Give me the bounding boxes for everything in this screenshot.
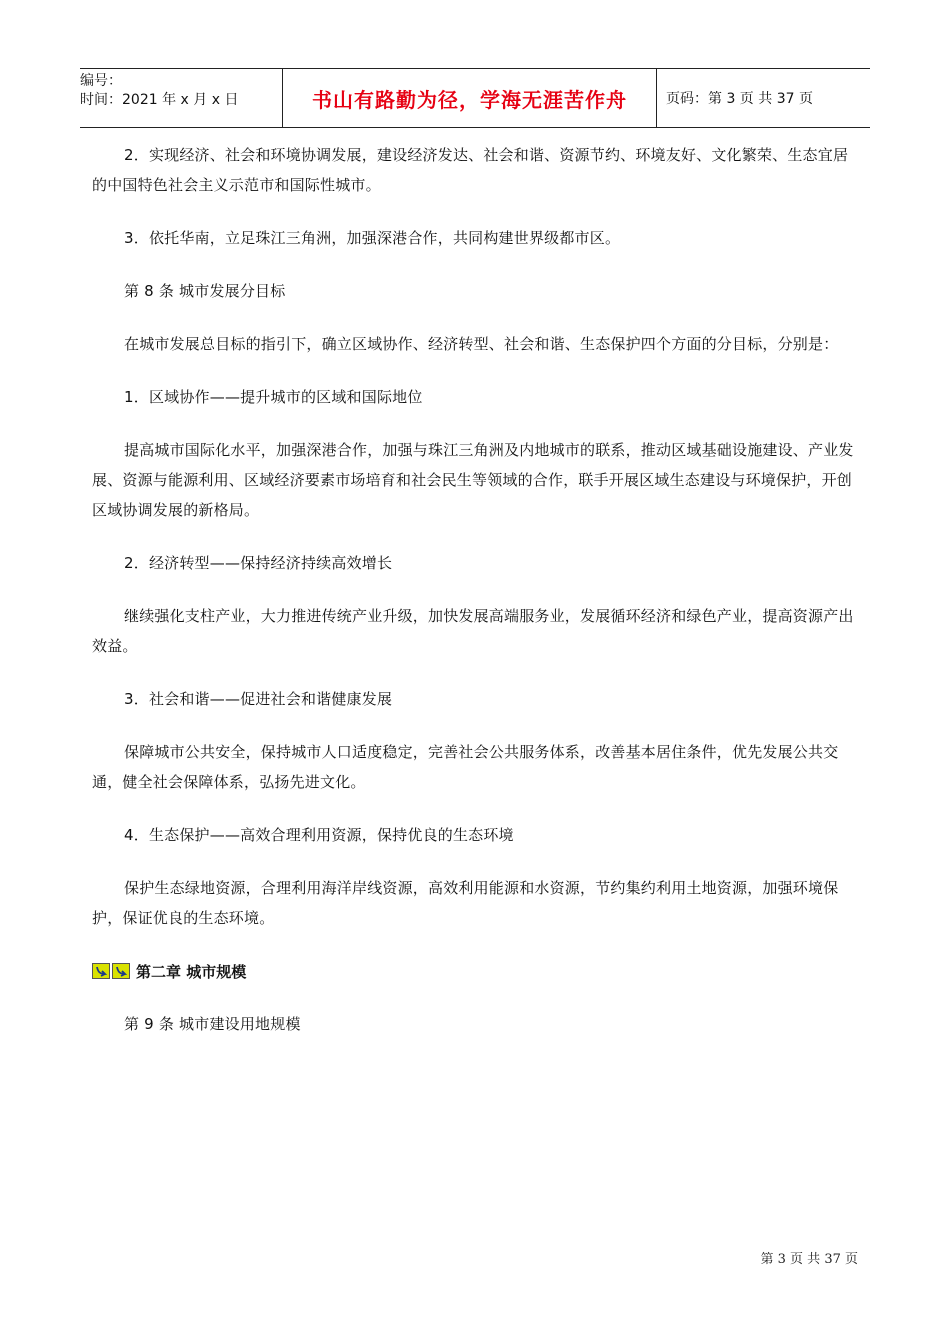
paragraph: 提高城市国际化水平，加强深港合作，加强与珠江三角洲及内地城市的联系，推动区域基础设施建设、产业发展、资源与能源利用、区域经济要素市场培育和社会民生等领域的合作，联手开展区域生态建设与环境保护，开创区域协调发展的新格局。 — [92, 441, 854, 519]
header-meta — [80, 69, 282, 127]
paragraph: 保障城市公共安全，保持城市人口适度稳定，完善社会公共服务体系，改善基本居住条件，优先发展公共交通，健全社会保障体系，弘扬先进文化。 — [92, 743, 839, 791]
article-heading: 第 8 条 城市发展分目标 — [124, 282, 286, 300]
arrow-icon — [92, 963, 110, 979]
paragraph: 2．实现经济、社会和环境协调发展，建设经济发达、社会和谐、资源节约、环境友好、文化繁荣、生态宜居的中国特色社会主义示范市和国际性城市。 — [92, 146, 849, 194]
chapter-title: 第二章 城市规模 — [136, 962, 247, 981]
header-motto: 书山有路勤为径，学海无涯苦作舟 — [282, 69, 657, 127]
subgoal-heading: 2．经济转型——保持经济持续高效增长 — [124, 554, 393, 572]
subgoal-heading: 1．区域协作——提升城市的区域和国际地位 — [124, 388, 423, 406]
page-header — [80, 68, 870, 128]
article-heading: 第 9 条 城市建设用地规模 — [124, 1015, 301, 1033]
chapter-heading — [92, 956, 862, 986]
paragraph: 保护生态绿地资源，合理利用海洋岸线资源，高效利用能源和水资源，节约集约利用土地资源，加强环境保护，保证优良的生态环境。 — [92, 879, 839, 927]
time-label: 时间：2021 年 x 月 x 日 — [80, 92, 239, 108]
number-label: 编号： — [80, 73, 122, 89]
paragraph: 3．依托华南，立足珠江三角洲，加强深港合作，共同构建世界级都市区。 — [124, 229, 621, 247]
arrow-icon — [112, 963, 130, 979]
paragraph: 继续强化支柱产业，大力推进传统产业升级，加快发展高端服务业，发展循环经济和绿色产业，提高资源产出效益。 — [92, 607, 854, 655]
header-page-label: 页码：第 3 页 共 37 页 — [666, 91, 813, 107]
page-footer: 第 3 页 共 37 页 — [760, 1252, 858, 1267]
document-body — [92, 140, 862, 1039]
subgoal-heading: 4．生态保护——高效合理利用资源，保持优良的生态环境 — [124, 826, 514, 844]
subgoal-heading: 3．社会和谐——促进社会和谐健康发展 — [124, 690, 393, 708]
paragraph: 在城市发展总目标的指引下，确立区域协作、经济转型、社会和谐、生态保护四个方面的分目标，分别是： — [124, 335, 839, 353]
chapter-icons — [92, 963, 132, 979]
